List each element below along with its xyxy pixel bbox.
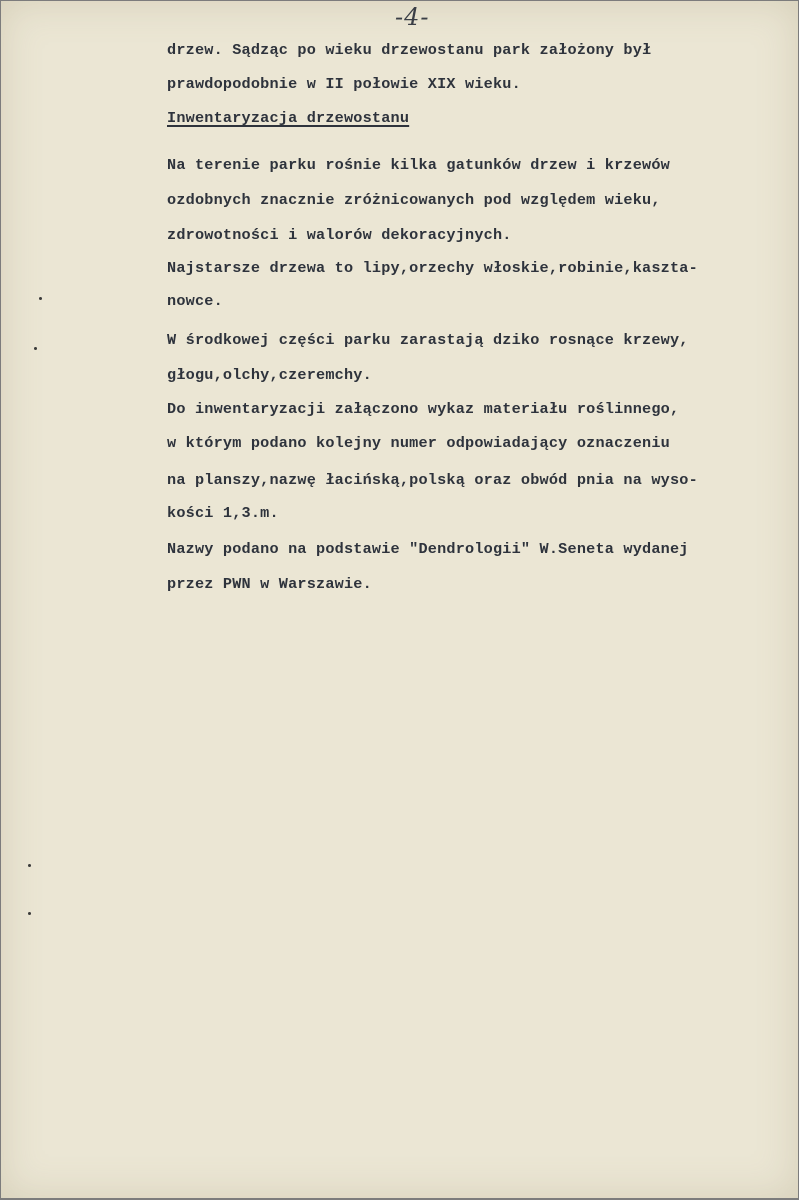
text-line: prawdopodobnie w II połowie XIX wieku. xyxy=(167,75,521,93)
paper-speck xyxy=(34,347,37,350)
text-line: zdrowotności i walorów dekoracyjnych. xyxy=(167,226,512,244)
paper-speck xyxy=(39,297,42,300)
text-line: na planszy,nazwę łacińską,polską oraz obwód pnia na wyso- xyxy=(167,471,698,489)
paper-speck xyxy=(28,912,31,915)
text-line: Najstarsze drzewa to lipy,orzechy włoskie,robinie,kaszta- xyxy=(167,259,698,277)
text-line: głogu,olchy,czeremchy. xyxy=(167,366,372,384)
text-line: Nazwy podano na podstawie "Dendrologii" W.Seneta wydanej xyxy=(167,540,689,558)
text-line: Do inwentaryzacji załączono wykaz materiału roślinnego, xyxy=(167,400,680,418)
text-line: Na terenie parku rośnie kilka gatunków drzew i krzewów xyxy=(167,156,670,174)
text-line: nowce. xyxy=(167,292,223,310)
text-line: przez PWN w Warszawie. xyxy=(167,575,372,593)
paper-speck xyxy=(28,864,31,867)
section-heading: Inwentaryzacja drzewostanu xyxy=(167,109,410,127)
document-page xyxy=(1,1,798,1198)
text-line: ozdobnych znacznie zróżnicowanych pod względem wieku, xyxy=(167,191,661,209)
text-line: kości 1,3.m. xyxy=(167,504,279,522)
text-line: W środkowej części parku zarastają dziko rosnące krzewy, xyxy=(167,331,689,349)
page-number: -4- xyxy=(395,3,430,31)
text-line: drzew. Sądząc po wieku drzewostanu park założony był xyxy=(167,41,652,59)
text-line: w którym podano kolejny numer odpowiadający oznaczeniu xyxy=(167,434,670,452)
